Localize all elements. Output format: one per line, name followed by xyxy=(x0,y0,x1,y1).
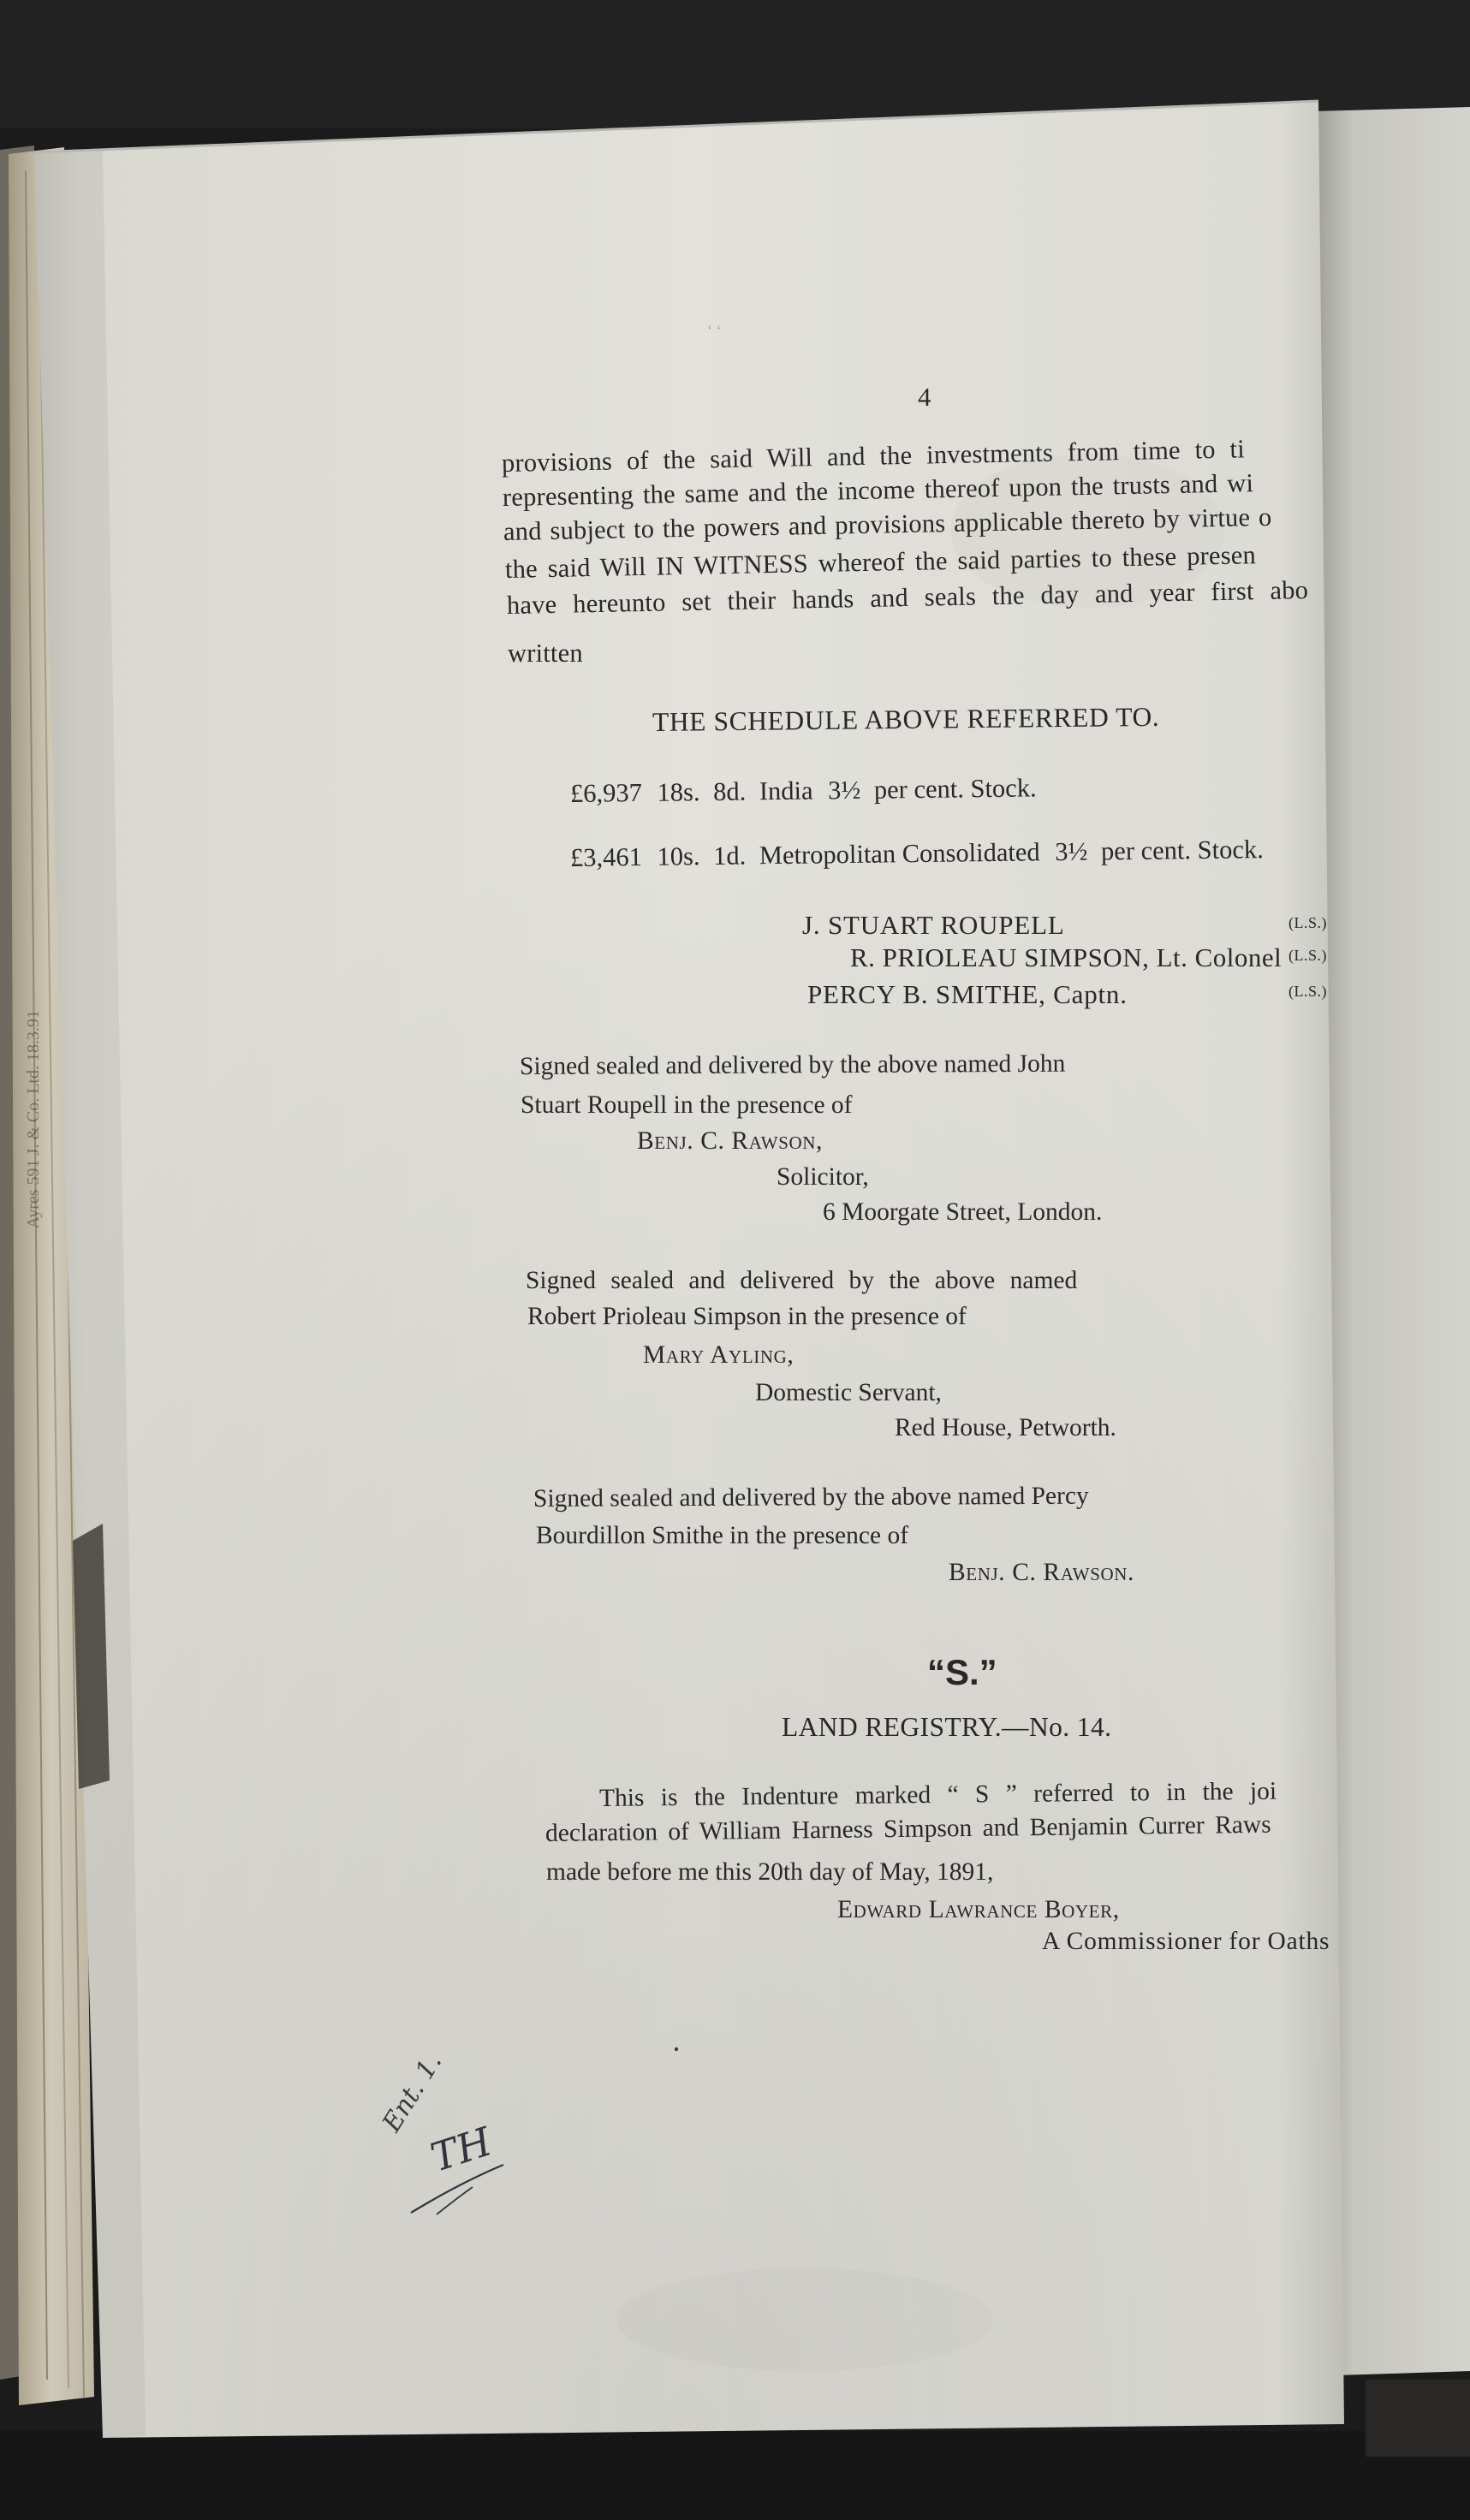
commissioner-title: A Commissioner for Oaths xyxy=(1042,1928,1330,1955)
witness-role: Domestic Servant, xyxy=(755,1379,942,1406)
deed-line: the said Will IN WITNESS whereof the said parties to these presen xyxy=(504,540,1257,584)
schedule-item xyxy=(570,773,1037,809)
ink-dot xyxy=(673,2046,680,2053)
schedule-suffix: per cent. Stock. xyxy=(1100,835,1264,866)
attestation-line: Robert Prioleau Simpson in the presence of xyxy=(527,1303,967,1330)
attestation-line: Signed sealed and delivered by the above named Percy xyxy=(533,1482,1089,1513)
schedule-suffix: per cent. Stock. xyxy=(873,773,1037,805)
deed-line: provisions of the said Will and the investments from time to ti xyxy=(501,434,1246,478)
deed-line: have hereunto set their hands and seals the day and year first abo xyxy=(506,575,1309,620)
handwritten-stroke xyxy=(402,2144,514,2221)
attestation-line: Stuart Roupell in the presence of xyxy=(521,1091,853,1119)
deed-line: representing the same and the income thereof upon the trusts and wi xyxy=(502,468,1254,512)
seal-mark: (L.S.) xyxy=(1288,914,1327,931)
seal-mark: (L.S.) xyxy=(1288,947,1327,964)
attestation-line: Signed sealed and delivered by the above named John xyxy=(519,1049,1066,1080)
registry-heading: LAND REGISTRY.—No. 14. xyxy=(782,1712,1112,1742)
page-number: 4 xyxy=(918,382,931,412)
schedule-stock-name: Metropolitan Consolidated xyxy=(759,837,1040,871)
attestation-line: Bourdillon Smithe in the presence of xyxy=(536,1522,909,1549)
schedule-pence: 1d. xyxy=(712,841,747,871)
schedule-pence: 8d. xyxy=(712,776,747,806)
handwritten-note: Ent. 1. xyxy=(377,2048,449,2137)
schedule-shillings: 10s. xyxy=(657,841,700,871)
signatory-name: PERCY B. SMITHE, Captn. xyxy=(807,979,1128,1009)
schedule-rate: 3½ xyxy=(1055,836,1088,867)
spine-text: Ayres 591 J. & Co. Ltd. 18.3.91 xyxy=(24,1010,43,1229)
exhibit-line: declaration of William Harness Simpson and Benjamin Currer Raws xyxy=(545,1810,1271,1847)
witness-name: Benj. C. Rawson, xyxy=(637,1127,823,1155)
exhibit-mark: “S.” xyxy=(927,1652,997,1692)
witness-address: Red House, Petworth. xyxy=(895,1414,1116,1441)
witness-address: 6 Moorgate Street, London. xyxy=(823,1198,1103,1226)
witness-role: Solicitor, xyxy=(777,1163,869,1191)
deed-line: written xyxy=(508,639,583,668)
exhibit-line: made before me this 20th day of May, 1891, xyxy=(546,1858,994,1886)
attestation-line: Signed sealed and delivered by the above named xyxy=(526,1267,1078,1294)
schedule-stock-name: India xyxy=(759,776,813,806)
schedule-amount: £3,461 xyxy=(569,841,643,872)
witness-name: Mary Ayling, xyxy=(643,1341,795,1369)
signatory-name: J. STUART ROUPELL xyxy=(802,910,1065,940)
witness-name: Benj. C. Rawson. xyxy=(949,1559,1134,1586)
deed-line: and subject to the powers and provisions applicable thereto by virtue o xyxy=(503,502,1272,546)
schedule-shillings: 18s. xyxy=(657,777,700,807)
exhibit-line: This is the Indenture marked “ S ” referred to in the joi xyxy=(598,1777,1277,1812)
top-mark: ‘ ‘ xyxy=(707,322,722,339)
commissioner-name: Edward Lawrance Boyer, xyxy=(837,1896,1120,1923)
seal-mark: (L.S.) xyxy=(1288,983,1327,1000)
handwritten-initials: TH xyxy=(425,2118,497,2181)
signatory-name: R. PRIOLEAU SIMPSON, Lt. Colonel xyxy=(850,942,1283,972)
schedule-amount: £6,937 xyxy=(569,777,643,808)
schedule-rate: 3½ xyxy=(827,775,861,805)
schedule-title: THE SCHEDULE ABOVE REFERRED TO. xyxy=(652,701,1160,737)
